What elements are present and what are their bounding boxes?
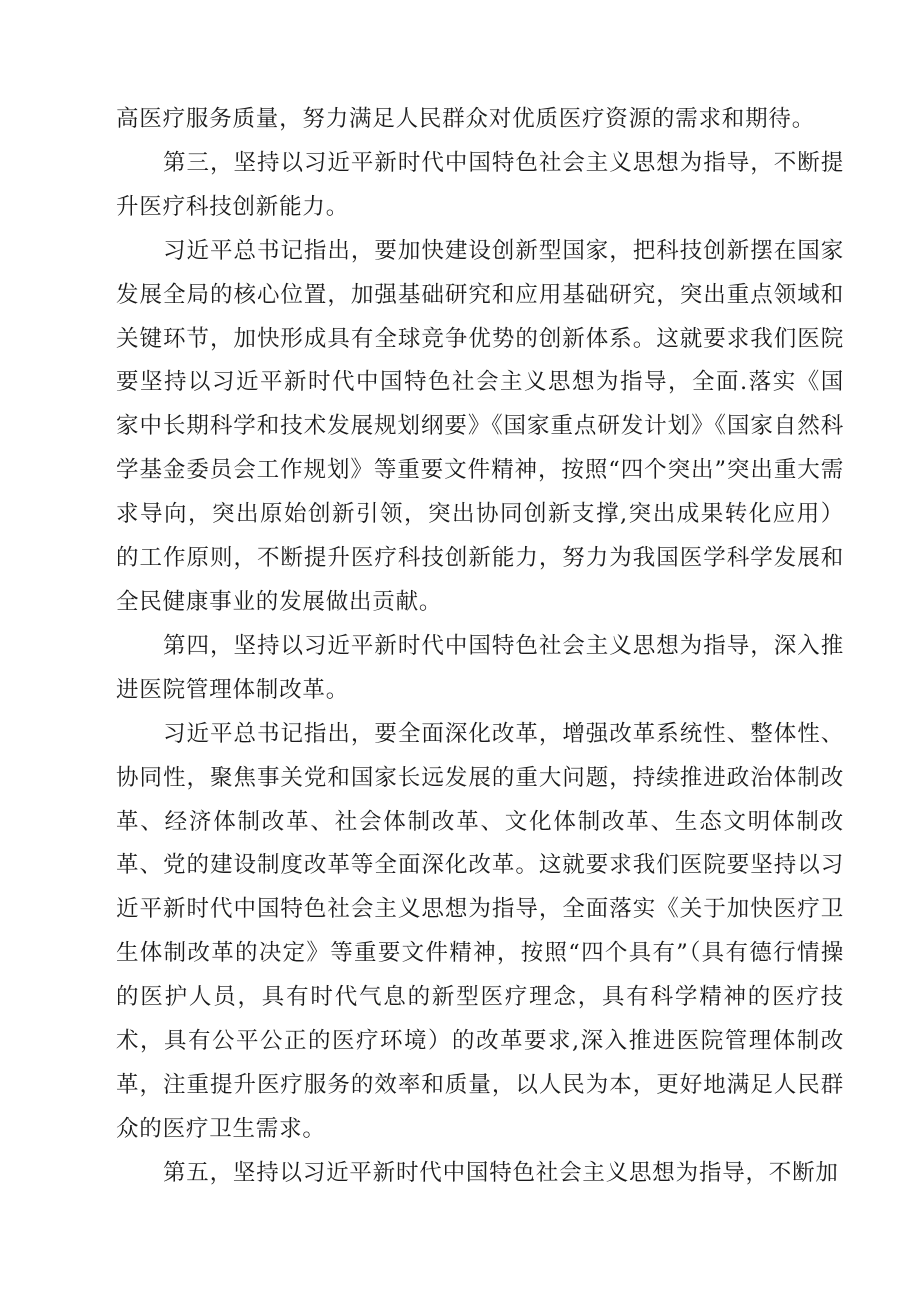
paragraph-3: 习近平总书记指出，要加快建设创新型国家，把科技创新摆在国家发展全局的核心位置，加强基础研究和应用基础研究，突出重点领域和关键环节，加快形成具有全球竞争优势的创新体系。这就要求我们医院要坚持以习近平新时代中国特色社会主义思想为指导，全面.落实《国家中长期科学和技术发展规划纲要》《国家重点研发计划》《国家自然科学基金委员会工作规划》等重要文件精神，按照“四个突出”突出重大需求导向，突出原始创新引领，突出协同创新支撑,突出成果转化应用）的工作原则，不断提升医疗科技创新能力，努力为我国医学科学发展和全民健康事业的发展做出贡献。	[116, 237, 844, 615]
document-body	[116, 98, 844, 1196]
paragraph-1: 高医疗服务质量，努力满足人民群众对优质医疗资源的需求和期待。	[116, 106, 816, 132]
paragraph-5: 习近平总书记指出，要全面深化改革，增强改革系统性、整体性、协同性，聚焦事关党和国家长远发展的重大问题，持续推进政治体制改革、经济体制改革、社会体制改革、文化体制改革、生态文明体制改革、党的建设制度改革等全面深化改革。这就要求我们医院要坚持以习近平新时代中国特色社会主义思想为指导，全面落实《关于加快医疗卫生体制改革的决定》等重要文件精神，按照“四个具有”（具有德行情操的医护人员，具有时代气息的新型医疗理念，具有科学精神的医疗技术，具有公平公正的医疗环境）的改革要求,深入推进医院管理体制改革，注重提升医疗服务的效率和质量，以人民为本，更好地满足人民群众的医疗卫生需求。	[116, 720, 844, 1142]
paragraph-2: 第三，坚持以习近平新时代中国特色社会主义思想为指导，不断提升医疗科技创新能力。	[116, 149, 844, 220]
paragraph-4: 第四，坚持以习近平新时代中国特色社会主义思想为指导，深入推进医院管理体制改革。	[116, 632, 844, 703]
paragraph-6: 第五，坚持以习近平新时代中国特色社会主义思想为指导，不断加	[163, 1159, 839, 1186]
